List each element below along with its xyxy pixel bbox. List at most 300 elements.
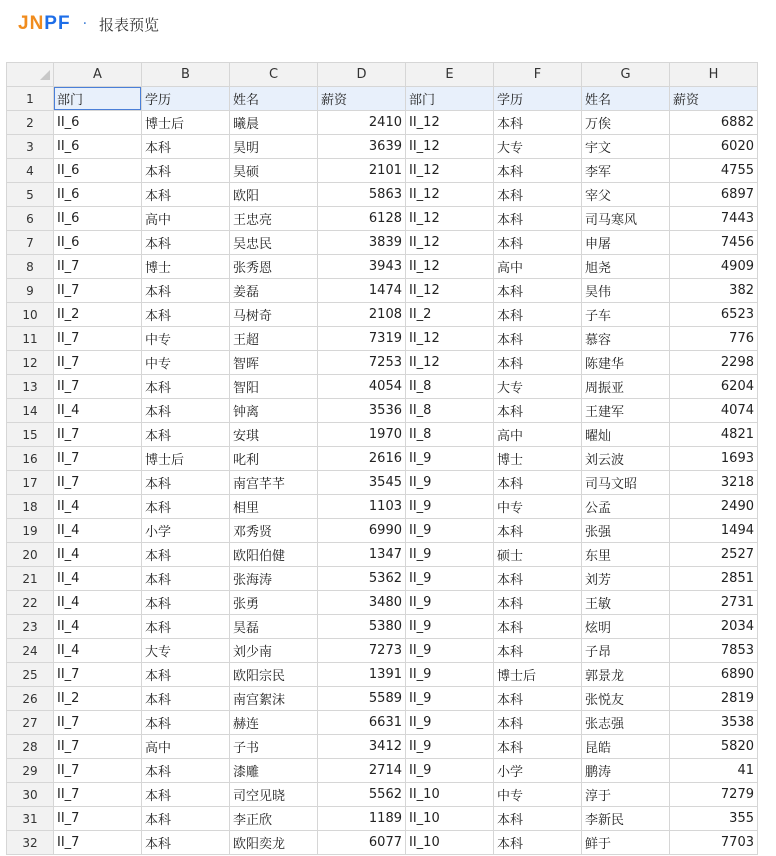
cell-f31[interactable]: 本科 — [494, 807, 582, 831]
cell-e11[interactable]: II_12 — [406, 327, 494, 351]
cell-b19[interactable]: 小学 — [142, 519, 230, 543]
column-header-h[interactable]: H — [670, 63, 758, 87]
column-header-e[interactable]: E — [406, 63, 494, 87]
cell-f12[interactable]: 本科 — [494, 351, 582, 375]
cell-a8[interactable]: II_7 — [54, 255, 142, 279]
cell-a31[interactable]: II_7 — [54, 807, 142, 831]
cell-f28[interactable]: 本科 — [494, 735, 582, 759]
cell-f23[interactable]: 本科 — [494, 615, 582, 639]
cell-f13[interactable]: 大专 — [494, 375, 582, 399]
row-number[interactable]: 4 — [7, 159, 54, 183]
cell-c13[interactable]: 智阳 — [230, 375, 318, 399]
cell-c16[interactable]: 叱利 — [230, 447, 318, 471]
cell-g7[interactable]: 申屠 — [582, 231, 670, 255]
cell-c29[interactable]: 漆雕 — [230, 759, 318, 783]
cell-c12[interactable]: 智晖 — [230, 351, 318, 375]
row-number[interactable]: 2 — [7, 111, 54, 135]
cell-c9[interactable]: 姜磊 — [230, 279, 318, 303]
cell-f27[interactable]: 本科 — [494, 711, 582, 735]
cell-c22[interactable]: 张勇 — [230, 591, 318, 615]
cell-d32[interactable]: 6077 — [318, 831, 406, 855]
cell-a27[interactable]: II_7 — [54, 711, 142, 735]
row-number[interactable]: 1 — [7, 87, 54, 111]
cell-c26[interactable]: 南宫絮沫 — [230, 687, 318, 711]
cell-g15[interactable]: 曜灿 — [582, 423, 670, 447]
row-number[interactable]: 21 — [7, 567, 54, 591]
cell-c25[interactable]: 欧阳宗民 — [230, 663, 318, 687]
cell-b32[interactable]: 本科 — [142, 831, 230, 855]
cell-g12[interactable]: 陈建华 — [582, 351, 670, 375]
row-number[interactable]: 16 — [7, 447, 54, 471]
cell-d4[interactable]: 2101 — [318, 159, 406, 183]
cell-b3[interactable]: 本科 — [142, 135, 230, 159]
cell-f5[interactable]: 本科 — [494, 183, 582, 207]
cell-a3[interactable]: II_6 — [54, 135, 142, 159]
cell-h11[interactable]: 776 — [670, 327, 758, 351]
cell-a15[interactable]: II_7 — [54, 423, 142, 447]
cell-e22[interactable]: II_9 — [406, 591, 494, 615]
cell-e5[interactable]: II_12 — [406, 183, 494, 207]
cell-a9[interactable]: II_7 — [54, 279, 142, 303]
row-number[interactable]: 7 — [7, 231, 54, 255]
cell-e6[interactable]: II_12 — [406, 207, 494, 231]
cell-b11[interactable]: 中专 — [142, 327, 230, 351]
cell-f17[interactable]: 本科 — [494, 471, 582, 495]
cell-a7[interactable]: II_6 — [54, 231, 142, 255]
cell-d30[interactable]: 5562 — [318, 783, 406, 807]
cell-g27[interactable]: 张志强 — [582, 711, 670, 735]
cell-a2[interactable]: II_6 — [54, 111, 142, 135]
cell-h27[interactable]: 3538 — [670, 711, 758, 735]
cell-g22[interactable]: 王敏 — [582, 591, 670, 615]
row-number[interactable]: 19 — [7, 519, 54, 543]
cell-a17[interactable]: II_7 — [54, 471, 142, 495]
cell-e12[interactable]: II_12 — [406, 351, 494, 375]
cell-a25[interactable]: II_7 — [54, 663, 142, 687]
cell-a16[interactable]: II_7 — [54, 447, 142, 471]
cell-f18[interactable]: 中专 — [494, 495, 582, 519]
table-row — [7, 111, 758, 135]
row-number[interactable]: 20 — [7, 543, 54, 567]
cell-c4[interactable]: 昊硕 — [230, 159, 318, 183]
cell-f22[interactable]: 本科 — [494, 591, 582, 615]
row-number[interactable]: 28 — [7, 735, 54, 759]
cell-f21[interactable]: 本科 — [494, 567, 582, 591]
cell-b5[interactable]: 本科 — [142, 183, 230, 207]
cell-c21[interactable]: 张海涛 — [230, 567, 318, 591]
cell-a29[interactable]: II_7 — [54, 759, 142, 783]
cell-h24[interactable]: 7853 — [670, 639, 758, 663]
cell-h19[interactable]: 1494 — [670, 519, 758, 543]
cell-b28[interactable]: 高中 — [142, 735, 230, 759]
cell-c11[interactable]: 王超 — [230, 327, 318, 351]
cell-b12[interactable]: 中专 — [142, 351, 230, 375]
cell-e20[interactable]: II_9 — [406, 543, 494, 567]
cell-e23[interactable]: II_9 — [406, 615, 494, 639]
select-all-corner[interactable] — [7, 63, 54, 87]
row-number[interactable]: 31 — [7, 807, 54, 831]
cell-e4[interactable]: II_12 — [406, 159, 494, 183]
cell-d28[interactable]: 3412 — [318, 735, 406, 759]
column-header-a[interactable]: A — [54, 63, 142, 87]
cell-g20[interactable]: 东里 — [582, 543, 670, 567]
cell-a22[interactable]: II_4 — [54, 591, 142, 615]
cell-e26[interactable]: II_9 — [406, 687, 494, 711]
cell-a5[interactable]: II_6 — [54, 183, 142, 207]
cell-b18[interactable]: 本科 — [142, 495, 230, 519]
cell-b13[interactable]: 本科 — [142, 375, 230, 399]
cell-c17[interactable]: 南宫芊芊 — [230, 471, 318, 495]
cell-e14[interactable]: II_8 — [406, 399, 494, 423]
cell-a28[interactable]: II_7 — [54, 735, 142, 759]
row-number[interactable]: 24 — [7, 639, 54, 663]
cell-d18[interactable]: 1103 — [318, 495, 406, 519]
cell-g5[interactable]: 宰父 — [582, 183, 670, 207]
cell-b9[interactable]: 本科 — [142, 279, 230, 303]
cell-h17[interactable]: 3218 — [670, 471, 758, 495]
cell-f8[interactable]: 高中 — [494, 255, 582, 279]
cell-c7[interactable]: 吴忠民 — [230, 231, 318, 255]
cell-f7[interactable]: 本科 — [494, 231, 582, 255]
cell-e18[interactable]: II_9 — [406, 495, 494, 519]
cell-g16[interactable]: 刘云波 — [582, 447, 670, 471]
cell-f20[interactable]: 硕士 — [494, 543, 582, 567]
cell-h14[interactable]: 4074 — [670, 399, 758, 423]
row-number[interactable]: 29 — [7, 759, 54, 783]
cell-g13[interactable]: 周振亚 — [582, 375, 670, 399]
cell-g19[interactable]: 张强 — [582, 519, 670, 543]
column-header-c[interactable]: C — [230, 63, 318, 87]
cell-e8[interactable]: II_12 — [406, 255, 494, 279]
cell-b29[interactable]: 本科 — [142, 759, 230, 783]
cell-d11[interactable]: 7319 — [318, 327, 406, 351]
cell-c30[interactable]: 司空见晓 — [230, 783, 318, 807]
cell-c6[interactable]: 王忠亮 — [230, 207, 318, 231]
cell-a30[interactable]: II_7 — [54, 783, 142, 807]
cell-c8[interactable]: 张秀恩 — [230, 255, 318, 279]
cell-b26[interactable]: 本科 — [142, 687, 230, 711]
cell-e27[interactable]: II_9 — [406, 711, 494, 735]
cell-g29[interactable]: 鹏涛 — [582, 759, 670, 783]
cell-b6[interactable]: 高中 — [142, 207, 230, 231]
cell-h29[interactable]: 41 — [670, 759, 758, 783]
column-header-f[interactable]: F — [494, 63, 582, 87]
cell-f25[interactable]: 博士后 — [494, 663, 582, 687]
cell-d25[interactable]: 1391 — [318, 663, 406, 687]
sheet-grid[interactable] — [6, 62, 758, 855]
cell-f16[interactable]: 博士 — [494, 447, 582, 471]
cell-c10[interactable]: 马树奇 — [230, 303, 318, 327]
cell-e29[interactable]: II_9 — [406, 759, 494, 783]
row-number[interactable]: 30 — [7, 783, 54, 807]
cell-a20[interactable]: II_4 — [54, 543, 142, 567]
row-number[interactable]: 15 — [7, 423, 54, 447]
cell-h16[interactable]: 1693 — [670, 447, 758, 471]
cell-b8[interactable]: 博士 — [142, 255, 230, 279]
row-number[interactable]: 3 — [7, 135, 54, 159]
cell-d26[interactable]: 5589 — [318, 687, 406, 711]
cell-e21[interactable]: II_9 — [406, 567, 494, 591]
cell-f15[interactable]: 高中 — [494, 423, 582, 447]
cell-b7[interactable]: 本科 — [142, 231, 230, 255]
cell-h7[interactable]: 7456 — [670, 231, 758, 255]
cell-a6[interactable]: II_6 — [54, 207, 142, 231]
cell-d7[interactable]: 3839 — [318, 231, 406, 255]
cell-g2[interactable]: 万俟 — [582, 111, 670, 135]
cell-h31[interactable]: 355 — [670, 807, 758, 831]
cell-a26[interactable]: II_2 — [54, 687, 142, 711]
cell-a10[interactable]: II_2 — [54, 303, 142, 327]
cell-b16[interactable]: 博士后 — [142, 447, 230, 471]
cell-d8[interactable]: 3943 — [318, 255, 406, 279]
cell-h12[interactable]: 2298 — [670, 351, 758, 375]
cell-h28[interactable]: 5820 — [670, 735, 758, 759]
cell-e31[interactable]: II_10 — [406, 807, 494, 831]
cell-f30[interactable]: 中专 — [494, 783, 582, 807]
cell-f11[interactable]: 本科 — [494, 327, 582, 351]
cell-d12[interactable]: 7253 — [318, 351, 406, 375]
cell-h23[interactable]: 2034 — [670, 615, 758, 639]
cell-f1[interactable]: 学历 — [494, 87, 582, 111]
row-number[interactable]: 8 — [7, 255, 54, 279]
cell-d6[interactable]: 6128 — [318, 207, 406, 231]
cell-g14[interactable]: 王建军 — [582, 399, 670, 423]
cell-d16[interactable]: 2616 — [318, 447, 406, 471]
cell-e13[interactable]: II_8 — [406, 375, 494, 399]
cell-g6[interactable]: 司马寒风 — [582, 207, 670, 231]
cell-g32[interactable]: 鲜于 — [582, 831, 670, 855]
cell-f6[interactable]: 本科 — [494, 207, 582, 231]
row-number[interactable]: 9 — [7, 279, 54, 303]
cell-h25[interactable]: 6890 — [670, 663, 758, 687]
cell-f24[interactable]: 本科 — [494, 639, 582, 663]
cell-h4[interactable]: 4755 — [670, 159, 758, 183]
row-number[interactable]: 18 — [7, 495, 54, 519]
cell-g9[interactable]: 昊伟 — [582, 279, 670, 303]
row-number[interactable]: 27 — [7, 711, 54, 735]
row-number[interactable]: 12 — [7, 351, 54, 375]
cell-g23[interactable]: 炫明 — [582, 615, 670, 639]
cell-g10[interactable]: 子车 — [582, 303, 670, 327]
cell-c24[interactable]: 刘少南 — [230, 639, 318, 663]
cell-g18[interactable]: 公孟 — [582, 495, 670, 519]
cell-b15[interactable]: 本科 — [142, 423, 230, 447]
row-number[interactable]: 10 — [7, 303, 54, 327]
cell-c5[interactable]: 欧阳 — [230, 183, 318, 207]
cell-g25[interactable]: 郭景龙 — [582, 663, 670, 687]
cell-e9[interactable]: II_12 — [406, 279, 494, 303]
cell-f4[interactable]: 本科 — [494, 159, 582, 183]
cell-e24[interactable]: II_9 — [406, 639, 494, 663]
cell-d17[interactable]: 3545 — [318, 471, 406, 495]
cell-d19[interactable]: 6990 — [318, 519, 406, 543]
cell-e10[interactable]: II_2 — [406, 303, 494, 327]
cell-d24[interactable]: 7273 — [318, 639, 406, 663]
cell-a14[interactable]: II_4 — [54, 399, 142, 423]
row-number[interactable]: 5 — [7, 183, 54, 207]
cell-d10[interactable]: 2108 — [318, 303, 406, 327]
cell-h26[interactable]: 2819 — [670, 687, 758, 711]
cell-e7[interactable]: II_12 — [406, 231, 494, 255]
cell-b23[interactable]: 本科 — [142, 615, 230, 639]
cell-f19[interactable]: 本科 — [494, 519, 582, 543]
cell-h3[interactable]: 6020 — [670, 135, 758, 159]
cell-d31[interactable]: 1189 — [318, 807, 406, 831]
cell-f2[interactable]: 本科 — [494, 111, 582, 135]
cell-d2[interactable]: 2410 — [318, 111, 406, 135]
cell-a1[interactable]: 部门 — [54, 87, 142, 111]
cell-g17[interactable]: 司马文昭 — [582, 471, 670, 495]
cell-h18[interactable]: 2490 — [670, 495, 758, 519]
column-header-b[interactable]: B — [142, 63, 230, 87]
cell-f10[interactable]: 本科 — [494, 303, 582, 327]
row-number[interactable]: 6 — [7, 207, 54, 231]
cell-g8[interactable]: 旭尧 — [582, 255, 670, 279]
row-number[interactable]: 14 — [7, 399, 54, 423]
cell-h9[interactable]: 382 — [670, 279, 758, 303]
cell-a12[interactable]: II_7 — [54, 351, 142, 375]
cell-a21[interactable]: II_4 — [54, 567, 142, 591]
cell-b17[interactable]: 本科 — [142, 471, 230, 495]
cell-g31[interactable]: 李新民 — [582, 807, 670, 831]
cell-d21[interactable]: 5362 — [318, 567, 406, 591]
cell-h32[interactable]: 7703 — [670, 831, 758, 855]
cell-c32[interactable]: 欧阳奕龙 — [230, 831, 318, 855]
cell-h20[interactable]: 2527 — [670, 543, 758, 567]
cell-a13[interactable]: II_7 — [54, 375, 142, 399]
cell-a4[interactable]: II_6 — [54, 159, 142, 183]
cell-c20[interactable]: 欧阳伯健 — [230, 543, 318, 567]
cell-f26[interactable]: 本科 — [494, 687, 582, 711]
cell-h30[interactable]: 7279 — [670, 783, 758, 807]
column-header-d[interactable]: D — [318, 63, 406, 87]
cell-c31[interactable]: 李正欣 — [230, 807, 318, 831]
cell-c3[interactable]: 昊明 — [230, 135, 318, 159]
cell-e2[interactable]: II_12 — [406, 111, 494, 135]
cell-d14[interactable]: 3536 — [318, 399, 406, 423]
cell-h6[interactable]: 7443 — [670, 207, 758, 231]
cell-f14[interactable]: 本科 — [494, 399, 582, 423]
cell-d22[interactable]: 3480 — [318, 591, 406, 615]
row-number[interactable]: 17 — [7, 471, 54, 495]
cell-b20[interactable]: 本科 — [142, 543, 230, 567]
cell-e15[interactable]: II_8 — [406, 423, 494, 447]
cell-c15[interactable]: 安琪 — [230, 423, 318, 447]
cell-f9[interactable]: 本科 — [494, 279, 582, 303]
cell-c14[interactable]: 钟离 — [230, 399, 318, 423]
cell-b22[interactable]: 本科 — [142, 591, 230, 615]
cell-d13[interactable]: 4054 — [318, 375, 406, 399]
cell-d23[interactable]: 5380 — [318, 615, 406, 639]
cell-e32[interactable]: II_10 — [406, 831, 494, 855]
cell-b2[interactable]: 博士后 — [142, 111, 230, 135]
cell-e16[interactable]: II_9 — [406, 447, 494, 471]
cell-b24[interactable]: 大专 — [142, 639, 230, 663]
cell-e17[interactable]: II_9 — [406, 471, 494, 495]
cell-h15[interactable]: 4821 — [670, 423, 758, 447]
cell-g24[interactable]: 子昂 — [582, 639, 670, 663]
cell-b14[interactable]: 本科 — [142, 399, 230, 423]
cell-d1[interactable]: 薪资 — [318, 87, 406, 111]
cell-c19[interactable]: 邓秀贤 — [230, 519, 318, 543]
cell-h21[interactable]: 2851 — [670, 567, 758, 591]
row-number[interactable]: 22 — [7, 591, 54, 615]
row-number[interactable]: 11 — [7, 327, 54, 351]
cell-a23[interactable]: II_4 — [54, 615, 142, 639]
cell-b27[interactable]: 本科 — [142, 711, 230, 735]
cell-h5[interactable]: 6897 — [670, 183, 758, 207]
row-number[interactable]: 25 — [7, 663, 54, 687]
cell-g26[interactable]: 张悦友 — [582, 687, 670, 711]
cell-b10[interactable]: 本科 — [142, 303, 230, 327]
cell-h22[interactable]: 2731 — [670, 591, 758, 615]
cell-b1[interactable]: 学历 — [142, 87, 230, 111]
cell-a32[interactable]: II_7 — [54, 831, 142, 855]
cell-h8[interactable]: 4909 — [670, 255, 758, 279]
cell-c1[interactable]: 姓名 — [230, 87, 318, 111]
cell-h10[interactable]: 6523 — [670, 303, 758, 327]
cell-g11[interactable]: 慕容 — [582, 327, 670, 351]
row-number[interactable]: 23 — [7, 615, 54, 639]
cell-c2[interactable]: 曦晨 — [230, 111, 318, 135]
column-header-g[interactable]: G — [582, 63, 670, 87]
cell-g21[interactable]: 刘芳 — [582, 567, 670, 591]
row-number[interactable]: 32 — [7, 831, 54, 855]
cell-a18[interactable]: II_4 — [54, 495, 142, 519]
spreadsheet[interactable] — [0, 62, 776, 856]
cell-c28[interactable]: 子书 — [230, 735, 318, 759]
cell-a11[interactable]: II_7 — [54, 327, 142, 351]
cell-b30[interactable]: 本科 — [142, 783, 230, 807]
cell-b25[interactable]: 本科 — [142, 663, 230, 687]
cell-a24[interactable]: II_4 — [54, 639, 142, 663]
cell-d9[interactable]: 1474 — [318, 279, 406, 303]
cell-e1[interactable]: 部门 — [406, 87, 494, 111]
cell-d15[interactable]: 1970 — [318, 423, 406, 447]
cell-c27[interactable]: 赫连 — [230, 711, 318, 735]
cell-e30[interactable]: II_10 — [406, 783, 494, 807]
row-number[interactable]: 26 — [7, 687, 54, 711]
cell-b31[interactable]: 本科 — [142, 807, 230, 831]
cell-d27[interactable]: 6631 — [318, 711, 406, 735]
cell-c18[interactable]: 相里 — [230, 495, 318, 519]
cell-h13[interactable]: 6204 — [670, 375, 758, 399]
cell-b4[interactable]: 本科 — [142, 159, 230, 183]
row-number[interactable]: 13 — [7, 375, 54, 399]
cell-d5[interactable]: 5863 — [318, 183, 406, 207]
cell-f3[interactable]: 大专 — [494, 135, 582, 159]
cell-g30[interactable]: 淳于 — [582, 783, 670, 807]
cell-h1[interactable]: 薪资 — [670, 87, 758, 111]
cell-f29[interactable]: 小学 — [494, 759, 582, 783]
cell-d29[interactable]: 2714 — [318, 759, 406, 783]
cell-g3[interactable]: 宇文 — [582, 135, 670, 159]
cell-e25[interactable]: II_9 — [406, 663, 494, 687]
cell-b21[interactable]: 本科 — [142, 567, 230, 591]
cell-g1[interactable]: 姓名 — [582, 87, 670, 111]
cell-d20[interactable]: 1347 — [318, 543, 406, 567]
cell-e19[interactable]: II_9 — [406, 519, 494, 543]
cell-e3[interactable]: II_12 — [406, 135, 494, 159]
cell-e28[interactable]: II_9 — [406, 735, 494, 759]
cell-a19[interactable]: II_4 — [54, 519, 142, 543]
cell-c23[interactable]: 昊磊 — [230, 615, 318, 639]
cell-g28[interactable]: 昆皓 — [582, 735, 670, 759]
cell-d3[interactable]: 3639 — [318, 135, 406, 159]
cell-f32[interactable]: 本科 — [494, 831, 582, 855]
cell-g4[interactable]: 李军 — [582, 159, 670, 183]
cell-h2[interactable]: 6882 — [670, 111, 758, 135]
